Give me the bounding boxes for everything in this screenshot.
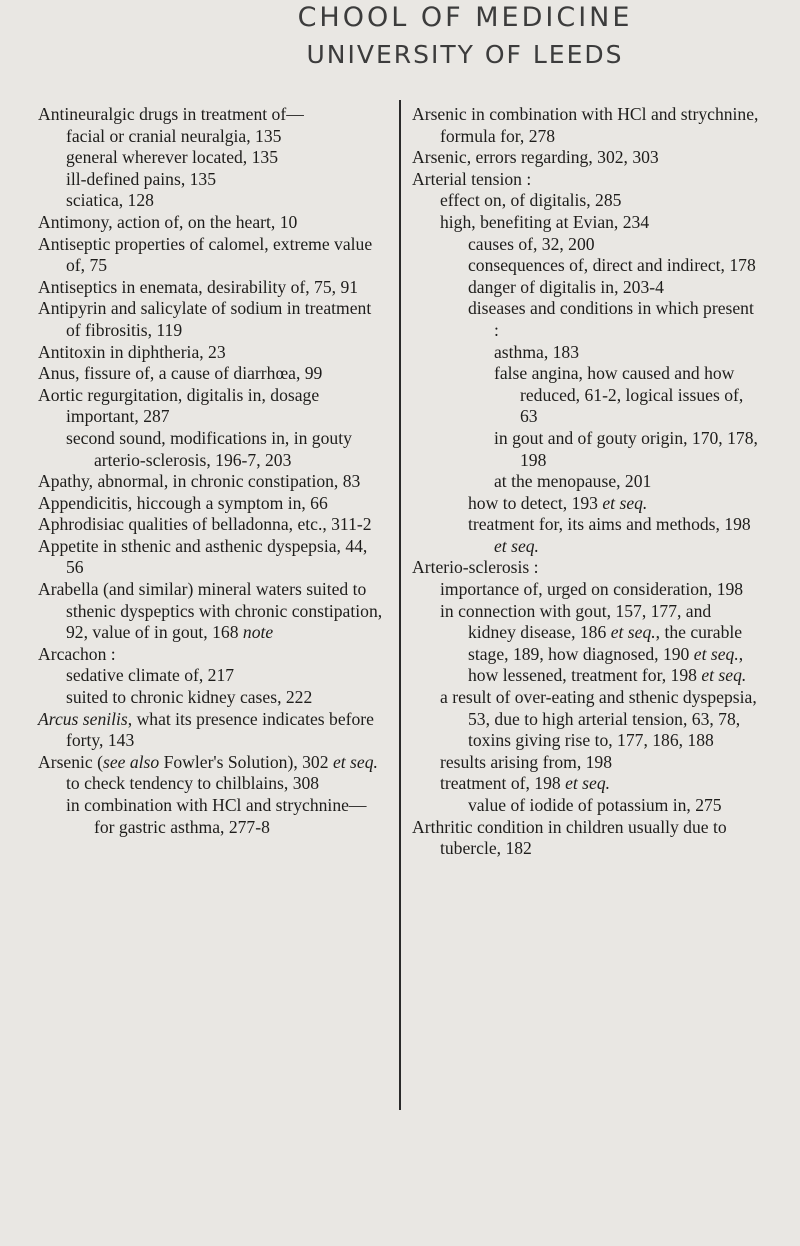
index-entry: in gout and of gouty origin, 170, 178, 198 — [494, 427, 758, 470]
index-entry: effect on, of digitalis, 285 — [440, 190, 622, 211]
index-entry: Aortic regurgitation, digitalis in, dosage important, 287 — [38, 384, 320, 427]
index-entry: second sound, modifications in, in gouty arterio-sclerosis, 196-7, 203 — [66, 427, 352, 470]
index-entry: treatment of, 198 et seq. — [440, 773, 611, 794]
index-entry: Antipyrin and salicylate of sodium in treatment of fibrositis, 119 — [38, 298, 372, 340]
index-entry: danger of digitalis in, 203-4 — [468, 276, 664, 297]
index-entry: Appendicitis, hiccough a symptom in, 66 — [38, 492, 328, 513]
index-column-right — [412, 104, 762, 860]
index-entry: Anus, fissure of, a cause of diarrhœa, 99 — [38, 363, 323, 384]
index-entry: ill-defined pains, 135 — [66, 168, 217, 189]
index-entry: Antitoxin in diphtheria, 23 — [38, 341, 226, 362]
index-entry: Antineuralgic drugs in treatment of— — [38, 104, 304, 124]
index-entry: Arterial tension : — [412, 168, 532, 189]
index-entry: treatment for, its aims and methods, 198 et seq. — [468, 514, 751, 556]
index-entry: at the menopause, 201 — [494, 471, 652, 492]
index-entry: general wherever located, 135 — [66, 147, 278, 168]
index-entry: importance of, urged on consideration, 198 — [440, 579, 744, 600]
index-column-left — [38, 104, 388, 838]
index-entry: Antiseptic properties of calomel, extreme value of, 75 — [38, 233, 373, 276]
index-entry: a result of over-eating and sthenic dyspepsia, 53, due to high arterial tension, 63, 78, toxins giving rise to, 177, 186, 188 — [440, 687, 757, 751]
index-entry: Arsenic, errors regarding, 302, 303 — [412, 147, 659, 168]
index-entry: value of iodide of potassium in, 275 — [468, 795, 722, 815]
index-entry: Arthritic condition in children usually due to tubercle, 182 — [412, 816, 727, 859]
index-entry: results arising from, 198 — [440, 751, 613, 772]
column-divider — [399, 100, 401, 1110]
index-entry: in combination with HCl and strychnine— — [66, 795, 367, 815]
index-entry: high, benefiting at Evian, 234 — [440, 211, 650, 232]
index-entry: sedative climate of, 217 — [66, 665, 235, 686]
index-entry: Arabella (and similar) mineral waters suited to sthenic dyspeptics with chronic constipation, 92, value of in gout, 168 note — [38, 579, 383, 643]
index-entry: suited to chronic kidney cases, 222 — [66, 687, 313, 708]
index-entry: sciatica, 128 — [66, 190, 154, 211]
index-entry: Arsenic (see also Fowler's Solution), 302 et seq. — [38, 751, 378, 772]
index-entry: asthma, 183 — [494, 341, 580, 362]
index-entry: Arsenic in combination with HCl and strychnine, formula for, 278 — [412, 104, 759, 146]
index-entry: to check tendency to chilblains, 308 — [66, 773, 320, 794]
index-entry: Arterio-sclerosis : — [412, 557, 539, 578]
library-stamp-line-1: CHOOL OF MEDICINE — [297, 2, 633, 33]
index-entry: Arcus senilis, what its presence indicates before forty, 143 — [38, 708, 374, 751]
library-stamp-line-2: UNIVERSITY OF LEEDS — [306, 40, 624, 69]
index-entry: false angina, how caused and how reduced, 61-2, logical issues of, 63 — [494, 363, 744, 427]
index-entry: Antimony, action of, on the heart, 10 — [38, 211, 298, 232]
index-entry: Antiseptics in enemata, desirability of, 75, 91 — [38, 276, 359, 297]
index-entry: Apathy, abnormal, in chronic constipation, 83 — [38, 471, 361, 492]
index-entry: diseases and conditions in which present : — [468, 298, 754, 340]
index-entry: Appetite in sthenic and asthenic dyspepsia, 44, 56 — [38, 535, 368, 578]
index-entry: facial or cranial neuralgia, 135 — [66, 125, 282, 146]
index-entry: for gastric asthma, 277-8 — [94, 816, 270, 837]
index-entry: consequences of, direct and indirect, 178 — [468, 255, 756, 276]
index-entry: Aphrodisiac qualities of belladonna, etc., 311-2 — [38, 514, 372, 535]
index-entry: causes of, 32, 200 — [468, 233, 595, 254]
index-entry: Arcachon : — [38, 643, 116, 664]
index-entry: how to detect, 193 et seq. — [468, 492, 648, 513]
index-entry: in connection with gout, 157, 177, and kidney disease, 186 et seq., the curable stage, 189, how diagnosed, 190 et seq., how lessened, treatment for, 198 et seq. — [440, 600, 747, 686]
